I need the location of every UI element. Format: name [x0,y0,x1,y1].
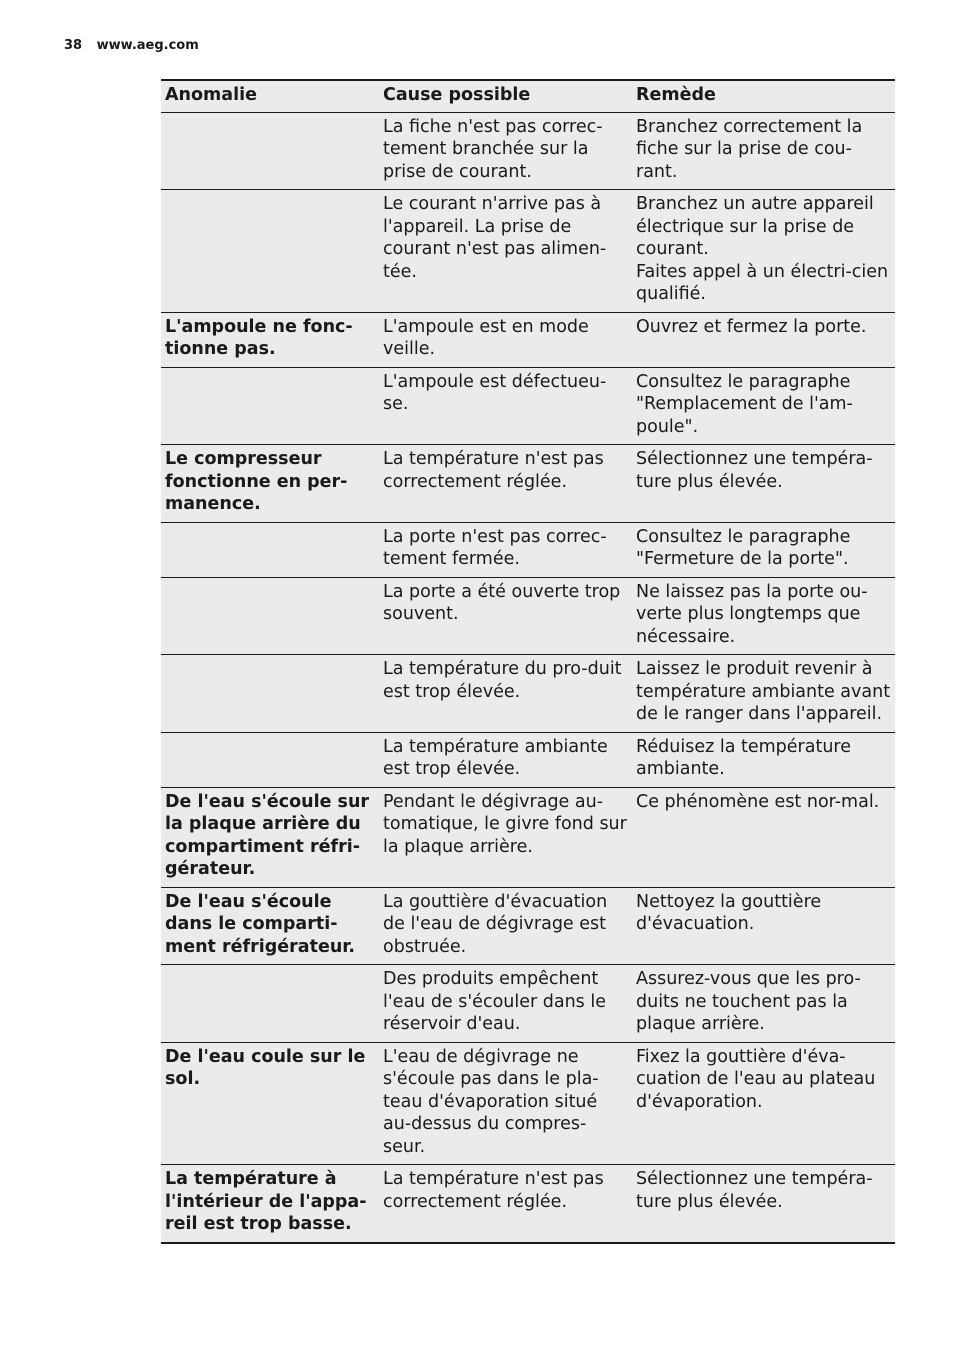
remedy-cell: Sélectionnez une tempéra-ture plus élevée. [632,445,895,523]
table-row [161,367,895,445]
table-row [161,1165,895,1243]
page-header [64,38,199,53]
table-row [161,887,895,965]
anomaly-cell [161,732,379,787]
remedy-cell: Ne laissez pas la porte ou-verte plus longtemps que nécessaire. [632,577,895,655]
anomaly-cell [161,965,379,1043]
column-header-anomaly: Anomalie [161,80,379,112]
cause-cell: La température ambiante est trop élevée. [379,732,632,787]
anomaly-cell: De l'eau s'écoule sur la plaque arrière du compartiment réfri-gérateur. [161,787,379,887]
table-row [161,577,895,655]
table-header-row [161,80,895,112]
table-row [161,655,895,733]
site-url: www.aeg.com [96,38,199,53]
anomaly-cell: La température à l'intérieur de l'appa-reil est trop basse. [161,1165,379,1243]
cause-cell: L'ampoule est défectueu-se. [379,367,632,445]
remedy-cell: Consultez le paragraphe "Fermeture de la porte". [632,522,895,577]
remedy-cell: Laissez le produit revenir à température ambiante avant de le ranger dans l'appareil. [632,655,895,733]
cause-cell: La porte n'est pas correc-tement fermée. [379,522,632,577]
table-row [161,445,895,523]
cause-cell: La température du pro-duit est trop élevée. [379,655,632,733]
anomaly-cell: Le compresseur fonctionne en per-manence. [161,445,379,523]
troubleshooting-table [161,79,895,1244]
remedy-cell: Nettoyez la gouttière d'évacuation. [632,887,895,965]
cause-cell: L'ampoule est en mode veille. [379,312,632,367]
anomaly-cell [161,367,379,445]
cause-cell: La porte a été ouverte trop souvent. [379,577,632,655]
cause-cell: La fiche n'est pas correc-tement branchée sur la prise de courant. [379,112,632,190]
cause-cell: La température n'est pas correctement réglée. [379,445,632,523]
remedy-cell: Branchez un autre appareil électrique sur la prise de courant. Faites appel à un électri-cien qualifié. [632,190,895,313]
cause-cell: La gouttière d'évacuation de l'eau de dégivrage est obstruée. [379,887,632,965]
table-row [161,965,895,1043]
table-row [161,787,895,887]
remedy-cell: Branchez correctement la fiche sur la prise de cou-rant. [632,112,895,190]
table-row [161,112,895,190]
table-row [161,522,895,577]
remedy-cell: Ce phénomène est nor-mal. [632,787,895,887]
remedy-cell: Ouvrez et fermez la porte. [632,312,895,367]
remedy-cell: Fixez la gouttière d'éva-cuation de l'eau au plateau d'évaporation. [632,1042,895,1165]
anomaly-cell: De l'eau coule sur le sol. [161,1042,379,1165]
cause-cell: La température n'est pas correctement réglée. [379,1165,632,1243]
cause-cell: Le courant n'arrive pas à l'appareil. La prise de courant n'est pas alimen-tée. [379,190,632,313]
column-header-remedy: Remède [632,80,895,112]
table-body [161,112,895,1243]
table-row [161,312,895,367]
remedy-cell: Réduisez la température ambiante. [632,732,895,787]
anomaly-cell: L'ampoule ne fonc-tionne pas. [161,312,379,367]
column-header-cause: Cause possible [379,80,632,112]
table-row [161,1042,895,1165]
table-row [161,732,895,787]
anomaly-cell [161,190,379,313]
anomaly-cell [161,112,379,190]
table-row [161,190,895,313]
cause-cell: Pendant le dégivrage au-tomatique, le givre fond sur la plaque arrière. [379,787,632,887]
anomaly-cell [161,522,379,577]
remedy-cell: Consultez le paragraphe "Remplacement de l'am-poule". [632,367,895,445]
anomaly-cell: De l'eau s'écoule dans le comparti-ment réfrigérateur. [161,887,379,965]
anomaly-cell [161,577,379,655]
cause-cell: Des produits empêchent l'eau de s'écouler dans le réservoir d'eau. [379,965,632,1043]
cause-cell: L'eau de dégivrage ne s'écoule pas dans le pla-teau d'évaporation situé au-dessus du compres-seur. [379,1042,632,1165]
page-number: 38 [64,38,83,53]
remedy-cell: Assurez-vous que les pro-duits ne touchent pas la plaque arrière. [632,965,895,1043]
remedy-cell: Sélectionnez une tempéra-ture plus élevée. [632,1165,895,1243]
anomaly-cell [161,655,379,733]
